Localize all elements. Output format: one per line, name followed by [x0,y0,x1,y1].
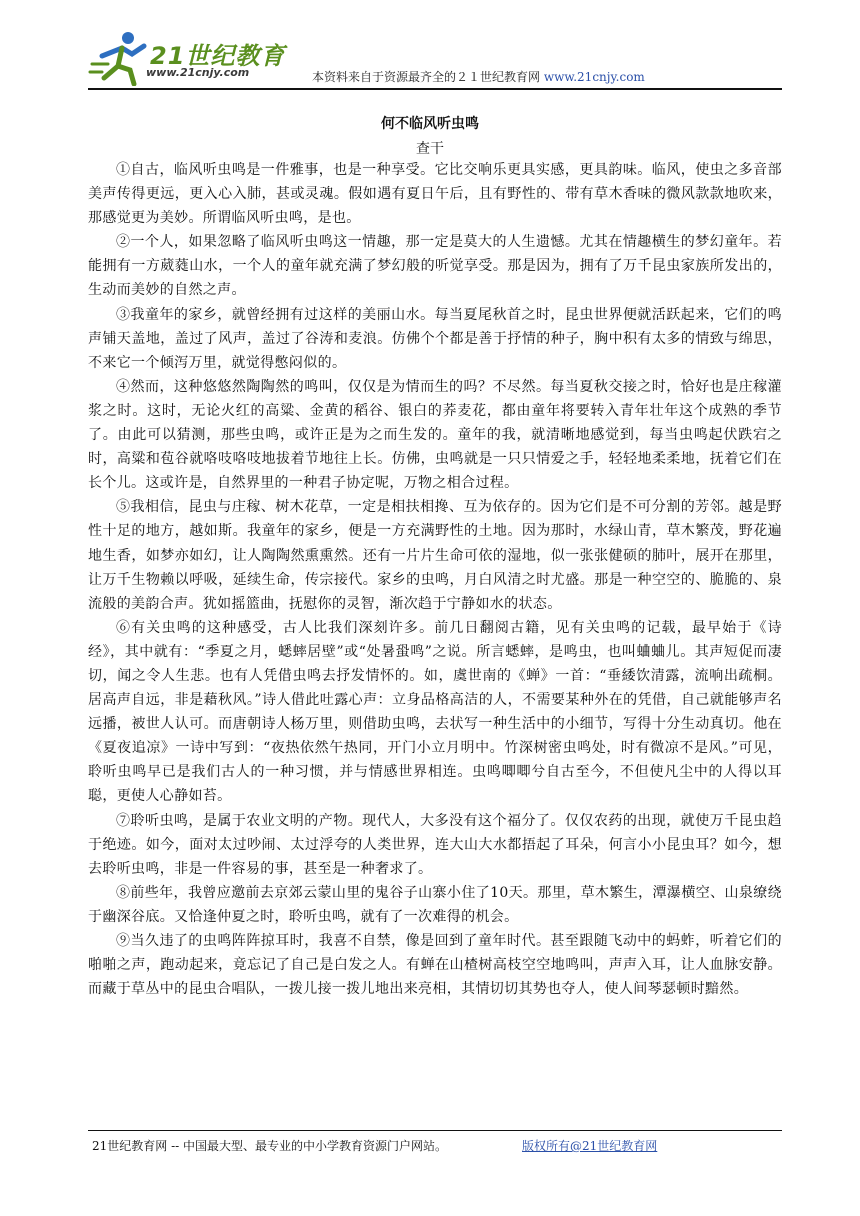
header-divider [88,88,782,90]
article-body [88,158,782,1001]
paragraph-3: ③我童年的家乡，就曾经拥有过这样的美丽山水。每当夏尾秋首之时，昆虫世界便就活跃起来，它们的鸣声铺天盖地，盖过了风声，盖过了谷涛和麦浪。仿佛个个都是善于抒情的种子，胸中积有太多的情致与绵思，不来它一个倾泻万里，就觉得憋闷似的。 [88,306,782,371]
page-header [88,28,788,88]
logo-url: www.21cnjy.com [146,66,250,79]
header-note-text: 本资料来自于资源最齐全的２１世纪教育网 [312,70,541,84]
article-author: 查干 [416,141,444,157]
paragraph-2: ②一个人，如果忽略了临风听虫鸣这一情趣，那一定是莫大的人生遗憾。尤其在情趣横生的梦幻童年。若能拥有一方葳蕤山水，一个人的童年就充满了梦幻般的听觉享受。那是因为，拥有了万千昆虫家族所发出的，生动而美妙的自然之声。 [88,234,782,299]
running-figure-icon [88,30,152,86]
footer-text: 21世纪教育网 -- 中国最大型、最专业的中小学教育资源门户网站。 [92,1139,448,1153]
article-title: 何不临风听虫鸣 [381,116,479,132]
paragraph-7: ⑦聆听虫鸣，是属于农业文明的产物。现代人，大多没有这个福分了。仅仅农药的出现，就使万千昆虫趋于绝迹。如今，面对太过吵闹、太过浮夸的人类世界，连大山大水都捂起了耳朵，何言小小昆虫耳？如今，想去聆听虫鸣，非是一件容易的事，甚至是一种奢求了。 [88,812,782,877]
paragraph-5: ⑤我相信，昆虫与庄稼、树木花草，一定是相扶相搀、互为依存的。因为它们是不可分割的芳邻。越是野性十足的地方，越如斯。我童年的家乡，便是一方充满野性的土地。因为那时，水绿山青，草木繁茂，野花遍地生香，如梦亦如幻，让人陶陶然熏熏然。还有一片片生命可依的湿地，似一张张健硕的肺叶，展开在那里，让万千生物赖以呼吸，延续生命，传宗接代。家乡的虫鸣，月白风清之时尤盛。那是一种空空的、脆脆的、泉流般的美韵合声。犹如摇篮曲，抚慰你的灵智，渐次趋于宁静如水的状态。 [88,499,782,612]
logo-text: 21世纪教育 [150,42,286,70]
header-note-url[interactable]: www.21cnjy.com [543,70,645,84]
paragraph-9: ⑨当久违了的虫鸣阵阵掠耳时，我喜不自禁，像是回到了童年时代。甚至跟随飞动中的蚂蚱，听着它们的啪啪之声，跑动起来，竟忘记了自己是白发之人。有蝉在山楂树高枝空空地鸣叫，声声入耳，让人血脉安静。而藏于草丛中的昆虫合唱队，一拨儿接一拨儿地出来亮相，其情切切其势也夺人，使人间琴瑟顿时黯然。 [88,933,782,998]
copyright-link[interactable]: 版权所有@21世纪教育网 [522,1139,658,1153]
header-source-note [312,68,645,85]
paragraph-1: ①自古，临风听虫鸣是一件雅事，也是一种享受。它比交响乐更具实感，更具韵味。临风，使虫之多音部美声传得更远，更入心入肺，甚或灵魂。假如遇有夏日午后，且有野性的、带有草木香味的微风款款地吹来，那感觉更为美妙。所谓临风听虫鸣，是也。 [88,162,782,227]
footer-divider [88,1130,782,1131]
paragraph-8: ⑧前些年，我曾应邀前去京郊云蒙山里的鬼谷子山寨小住了10天。那里，草木繁生，潭瀑横空、山泉缭绕于幽深谷底。又恰逢仲夏之时，聆听虫鸣，就有了一次难得的机会。 [88,884,782,925]
paragraph-6: ⑥有关虫鸣的这种感受，古人比我们深刻许多。前几日翻阅古籍，见有关虫鸣的记载，最早始于《诗经》，其中就有：“季夏之月，蟋蟀居壁”或“处暑蛩鸣”之说。所言蟋蟀，是鸣虫，也叫蛐蛐儿。其声短促而凄切，闻之令人生悲。也有人凭借虫鸣去抒发情怀的。如，虞世南的《蝉》一首：“垂緌饮清露，流响出疏桐。居高声自远，非是藉秋风。”诗人借此吐露心声：立身品格高洁的人，不需要某种外在的凭借，自己就能够声名远播，被世人认可。而唐朝诗人杨万里，则借助虫鸣，去状写一种生活中的小细节，写得十分生动真切。他在《夏夜追凉》一诗中写到：“夜热依然午热同，开门小立月明中。竹深树密虫鸣处，时有微凉不是风。”可见，聆听虫鸣早已是我们古人的一种习惯，并与情感世界相连。虫鸣唧唧兮自古至今，不但使凡尘中的人得以耳聪，更使人心静如苔。 [88,619,782,805]
site-logo [88,28,288,88]
paragraph-4: ④然而，这种悠悠然陶陶然的鸣叫，仅仅是为情而生的吗？不尽然。每当夏秋交接之时，恰好也是庄稼灌浆之时。这时，无论火红的高粱、金黄的稻谷、银白的荞麦花，都由童年将要转入青年壮年这个成熟的季节了。由此可以猜测，那些虫鸣，或许正是为之而生发的。童年的我，就清晰地感觉到，每当虫鸣起伏跌宕之时，高粱和苞谷就咯吱咯吱地拔着节地往上长。仿佛，虫鸣就是一只只情爱之手，轻轻地柔柔地，抚着它们在长个儿。这或许是，自然界里的一种君子协定呢，万物之相合过程。 [88,378,782,492]
